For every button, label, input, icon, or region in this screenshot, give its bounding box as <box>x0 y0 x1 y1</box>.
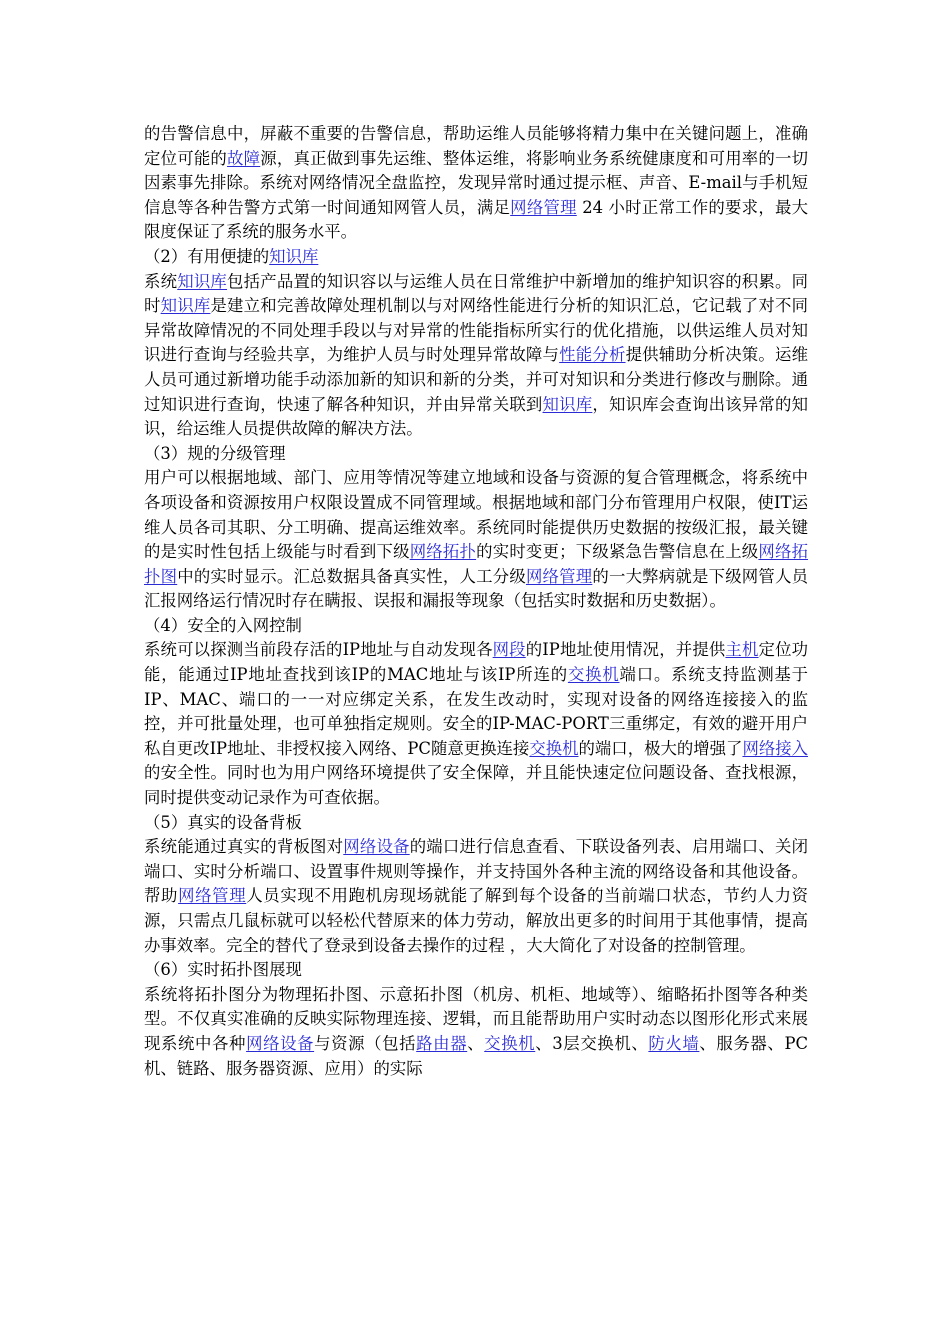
text-run: （4）安全的入网控制 <box>144 615 302 635</box>
link-router[interactable]: 路由器 <box>416 1033 468 1053</box>
text-run: 提供辅助分析决策。运维人员可通过新增功能手动添加新的知识和新的分类，并可对知识和分类进行修改与删除。通过知识进行查询，快速了解各种知识，并由异常关联到 <box>144 345 809 414</box>
text-run: 的一大弊病就是下级网管人员汇报网络运行情况时存在瞒报、误报和漏报等现象（包括实时数据和历史数据）。 <box>144 566 809 611</box>
text-run: （2）有用便捷的 <box>144 246 270 266</box>
section-heading-3 <box>144 442 808 467</box>
link-switch[interactable]: 交换机 <box>484 1033 536 1053</box>
section-heading-2 <box>144 245 808 270</box>
paragraph-alerting <box>144 122 808 245</box>
paragraph-device-backplane <box>144 835 808 958</box>
paragraph-hierarchical-management <box>144 466 808 614</box>
paragraph-knowledge-base <box>144 270 808 442</box>
text-run: 用户可以根据地域、部门、应用等情况等建立地域和设备与资源的复合管理概念，将系统中各项设备和资源按用户权限设置成不同管理域。根据地域和部门分布管理用户权限，使IT运维人员各司其职、分工明确、提高运维效率。系统同时能提供历史数据的按级汇报，最关键的是实时性包括上级能与时看到下级 <box>144 468 808 562</box>
link-network-segment[interactable]: 网段 <box>492 640 526 660</box>
link-network-management[interactable]: 网络管理 <box>525 566 593 586</box>
link-firewall[interactable]: 防火墙 <box>648 1033 700 1053</box>
section-heading-5 <box>144 811 808 836</box>
text-run: 、 <box>467 1033 485 1053</box>
section-heading-4 <box>144 614 808 639</box>
link-knowledge-base[interactable]: 知识库 <box>542 394 593 414</box>
text-run: 定位功能，能通过IP地址查找到该IP的MAC地址与该IP所连的 <box>144 640 809 685</box>
text-run: 24 小时正常工作的要求，最大限度保证了系统的服务水平。 <box>144 197 809 242</box>
link-knowledge-base[interactable]: 知识库 <box>269 246 319 266</box>
text-run: （6）实时拓扑图展现 <box>144 960 302 980</box>
text-run: 的告警信息中，屏蔽不重要的告警信息，帮助运维人员能够将精力集中在关键问题上，准确定位可能的 <box>144 124 808 168</box>
text-run: 、服务器、PC机、链路、服务器资源、应用）的实际 <box>144 1033 809 1078</box>
text-run: 系统可以探测当前段存活的IP地址与自动发现各 <box>144 640 493 660</box>
text-run: 中的实时显示。汇总数据具备真实性，人工分级 <box>177 566 526 586</box>
text-run: 包括产品置的知识容以与运维人员在日常维护中新增加的维护知识容的积累。同时 <box>144 271 809 316</box>
text-run: ，知识库会查询出该异常的知识，给运维人员提供故障的解决方法。 <box>144 394 809 439</box>
text-run: 系统将拓扑图分为物理拓扑图、示意拓扑图（机房、机柜、地域等）、缩略拓扑图等各种类型。不仅真实准确的反映实际物理连接、逻辑，而且能帮助用户实时动态以图形化形式来展现系统中各种 <box>144 984 808 1053</box>
text-run: 系统能通过真实的背板图对 <box>144 837 344 857</box>
link-network-access[interactable]: 网络接入 <box>742 738 809 758</box>
link-network-management[interactable]: 网络管理 <box>178 886 247 906</box>
link-network-management[interactable]: 网络管理 <box>510 197 577 217</box>
link-fault[interactable]: 故障 <box>227 148 261 168</box>
text-run: 的IP地址使用情况，并提供 <box>525 640 726 660</box>
paragraph-access-control <box>144 638 808 810</box>
link-knowledge-base[interactable]: 知识库 <box>160 296 211 316</box>
text-run: 、3层交换机、 <box>535 1033 649 1053</box>
link-network-topology-map[interactable]: 网络拓扑图 <box>144 542 809 586</box>
paragraph-topology <box>144 983 808 1081</box>
link-knowledge-base[interactable]: 知识库 <box>177 271 228 291</box>
text-run: 端口。系统支持监测基于IP、MAC、端口的一一对应绑定关系，在发生改动时，实现对设备的网络连接接入的监控，并可批量处理，也可单独指定规则。安全的IP-MAC-PORT三重绑定，有效的避开用户私自更改IP地址、非授权接入网络、PC随意更换连接 <box>144 665 809 758</box>
text-run: 的端口进行信息查看、下联设备列表、启用端口、关闭端口、实时分析端口、设置事件规则等操作，并支持国外各种主流的网络设备和其他设备。帮助 <box>144 837 809 906</box>
text-run: 的实时变更；下级紧急告警信息在上级 <box>476 542 759 562</box>
link-switch[interactable]: 交换机 <box>529 738 579 758</box>
link-switch[interactable]: 交换机 <box>567 665 620 685</box>
text-run: （5）真实的设备背板 <box>144 812 302 832</box>
text-run: 与资源（包括 <box>314 1033 417 1053</box>
link-network-device[interactable]: 网络设备 <box>246 1033 315 1053</box>
text-run: 的安全性。同时也为用户网络环境提供了安全保障，并且能快速定位问题设备、查找根源，同时提供变动记录作为可查依据。 <box>144 763 808 808</box>
text-run: 是建立和完善故障处理机制以与对网络性能进行分析的知识汇总，它记载了对不同异常故障情况的不同处理手段以与对异常的性能指标所实行的优化措施，以供运维人员对知识进行查询与经验共享，为维护人员与时处理异常故障与 <box>144 296 809 365</box>
text-run: 源，真正做到事先运维、整体运维，将影响业务系统健康度和可用率的一切因素事先排除。系统对网络情况全盘监控，发现异常时通过提示框、声音、E-mail与手机短信息等各种告警方式第一时间通知网管人员，满足 <box>144 148 809 217</box>
section-heading-6 <box>144 958 808 983</box>
link-performance-analysis[interactable]: 性能分析 <box>559 345 626 365</box>
text-run: （3）规的分级管理 <box>144 443 286 463</box>
text-run: 系统 <box>144 271 178 291</box>
text-run: 的端口，极大的增强了 <box>578 738 743 758</box>
link-network-topology[interactable]: 网络拓扑 <box>409 542 477 562</box>
link-network-device[interactable]: 网络设备 <box>343 837 410 857</box>
document-body <box>144 122 808 1081</box>
link-host[interactable]: 主机 <box>725 640 759 660</box>
text-run: 人员实现不用跑机房现场就能了解到每个设备的当前端口状态，节约人力资源，只需点几鼠标就可以轻松代替原来的体力劳动，解放出更多的时间用于其他事情，提高办事效率。完全的替代了登录到设备去操作的过程 ，大大简化了对设备的控制管理。 <box>144 886 809 955</box>
